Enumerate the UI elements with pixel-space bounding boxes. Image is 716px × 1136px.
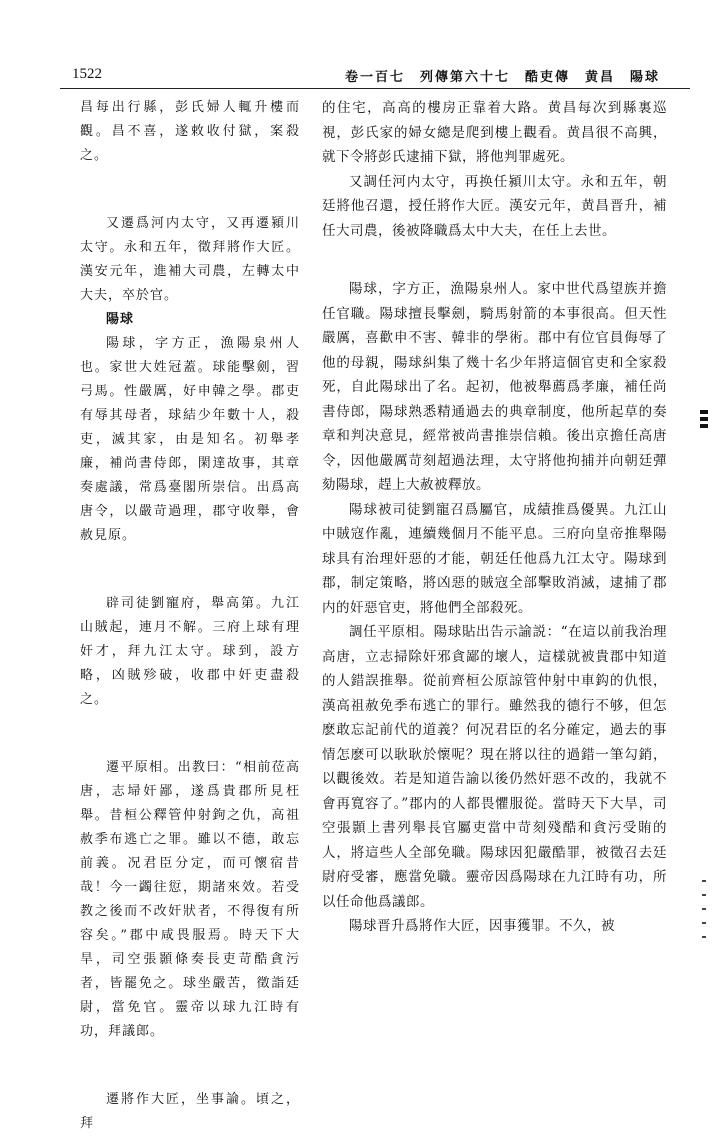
page-number: 1522: [72, 66, 102, 82]
margin-marker: [700, 410, 708, 430]
left-paragraph-2: 又遷爲河内太守，又再遷潁川太守。永和五年，徵拜將作大匠。漢安元年，進補大司農，左轉太中大夫，卒於官。: [80, 216, 300, 303]
left-paragraph-1: 昌每出行縣，彭氏婦人輒升樓而觀。昌不喜，遂敕收付獄，案殺之。: [80, 100, 300, 163]
left-paragraph-6: 遷將作大匠，坐事論。頃之，拜: [80, 1092, 300, 1131]
right-paragraph-2: 又調任河内太守，再换任潁川太守。永和五年，朝廷將他召還，授任將作大匠。漢安元年，黄昌晋升，補任大司農，後被降職爲太中大夫，在任上去世。: [322, 173, 667, 239]
left-paragraph-5: 遷平原相。出教曰：“相前莅高唐，志埽奸鄙，遂爲貴郡所見枉舉。昔桓公釋管仲射鉤之仇，高祖赦季布逃亡之罪。雖以不德，敢忘前義。况君臣分定，而可懷宿昔哉！今一蠲往愆，期諸來效。若受教之後而不改奸狀者，不得復有所容矣。”郡中咸畏服焉。時天下大旱，司空張顥條奏長吏苛酷貪污者，皆罷免之。球坐嚴苦，徵詣廷尉，當免官。靈帝以球九江時有功，拜議郎。: [80, 760, 300, 1039]
right-paragraph-3: 陽球，字方正，漁陽泉州人。家中世代爲望族并擔任官職。陽球擅長擊劍，騎馬射箭的本事很高。但天性嚴厲，喜歡申不害、韓非的學術。郡中有位官員侮辱了他的母親，陽球糾集了幾十名少年將這個官吏和全家殺死，自此陽球出了名。起初，他被舉薦爲孝廉，補任尚書侍郎，陽球熟悉精通過去的典章制度，他所起草的奏章和判决意見，經常被尚書推崇信賴。後出京擔任高唐令，因他嚴厲苛刻超過法理，太守將他拘捕并向朝廷彈劾陽球，趕上大赦被釋放。: [322, 281, 667, 493]
left-paragraph-4: 辟司徒劉寵府，舉高第。九江山賊起，連月不解。三府上球有理奸才，拜九江太守。球到，設方略，凶賊殄破，收郡中奸吏盡殺之。: [80, 596, 300, 707]
right-paragraph-6: 陽球晋升爲將作大匠，因事獲罪。不久，被: [349, 918, 615, 934]
translation-column: [322, 96, 667, 939]
right-paragraph-5: 調任平原相。陽球貼出告示諭説：“在這以前我治理高唐，立志掃除奸邪貪鄙的壞人，這樣就被貴郡中知道的人錯誤推舉。從前齊桓公原諒管仲射中車鈎的仇恨，漢高祖赦免季布逃亡的罪行。雖然我的德行不够，但怎麽敢忘記前代的道義？何况君臣的名分確定，過去的事情怎麽可以耿耿於懷呢？現在將以往的過錯一筆勾銷，以觀後效。若是知道告諭以後仍然奸惡不改的，我就不會再寬容了。”郡内的人都畏懼服從。當時天下大旱，司空張顥上書列舉長官屬吏當中苛刻殘酷和貪污受賄的人，將這些人全部免職。陽球因犯嚴酷罪，被徵召去廷尉府受審，應當免職。靈帝因爲陽球在九江時有功，所以任命他爲議郎。: [322, 624, 667, 910]
right-paragraph-4: 陽球被司徒劉寵召爲屬官，成績推爲優異。九江山中賊寇作亂，連續幾個月不能平息。三府向皇帝推舉陽球具有治理奸惡的才能，朝廷任他爲九江太守。陽球到郡，制定策略，將凶惡的賊寇全部擊敗消滅，逮捕了郡内的奸惡官吏，將他們全部殺死。: [322, 501, 667, 616]
section-heading: 陽球: [106, 312, 135, 327]
running-title: 卷一百七 列傳第六十七 酷吏傳 黄昌 陽球: [344, 70, 660, 85]
original-text-column: [80, 96, 300, 1136]
right-paragraph-1: 的住宅，高高的樓房正靠着大路。黄昌每次到縣裏巡視，彭氏家的婦女總是爬到樓上觀看。黄昌很不高興，就下令將彭氏逮捕下獄，將他判罪處死。: [322, 100, 667, 165]
margin-dots: [702, 880, 706, 950]
left-paragraph-3: 陽球，字方正，漁陽泉州人也。家世大姓冠蓋。球能擊劍，習弓馬。性嚴厲，好申韓之學。郡吏有辱其母者，球結少年數十人，殺吏，滅其家，由是知名。初舉孝廉，補尚書侍郎，閑達故事，其章奏處議，常爲臺閣所崇信。出爲高唐令，以嚴苛過理，郡守收舉，會赦見原。: [80, 336, 300, 543]
page-header: [60, 64, 690, 89]
